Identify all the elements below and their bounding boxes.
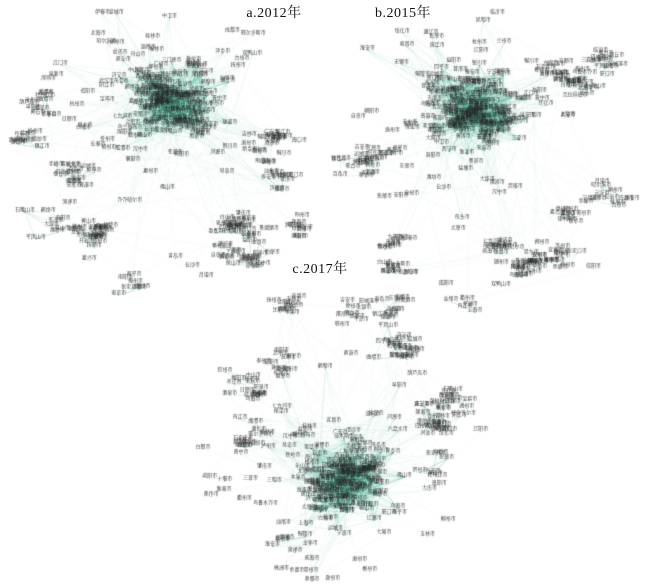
panel-title-2015: b.2015年 bbox=[375, 6, 431, 21]
panel-title-2012: a.2012年 bbox=[246, 6, 302, 21]
panel-title-2017: c.2017年 bbox=[292, 262, 348, 277]
